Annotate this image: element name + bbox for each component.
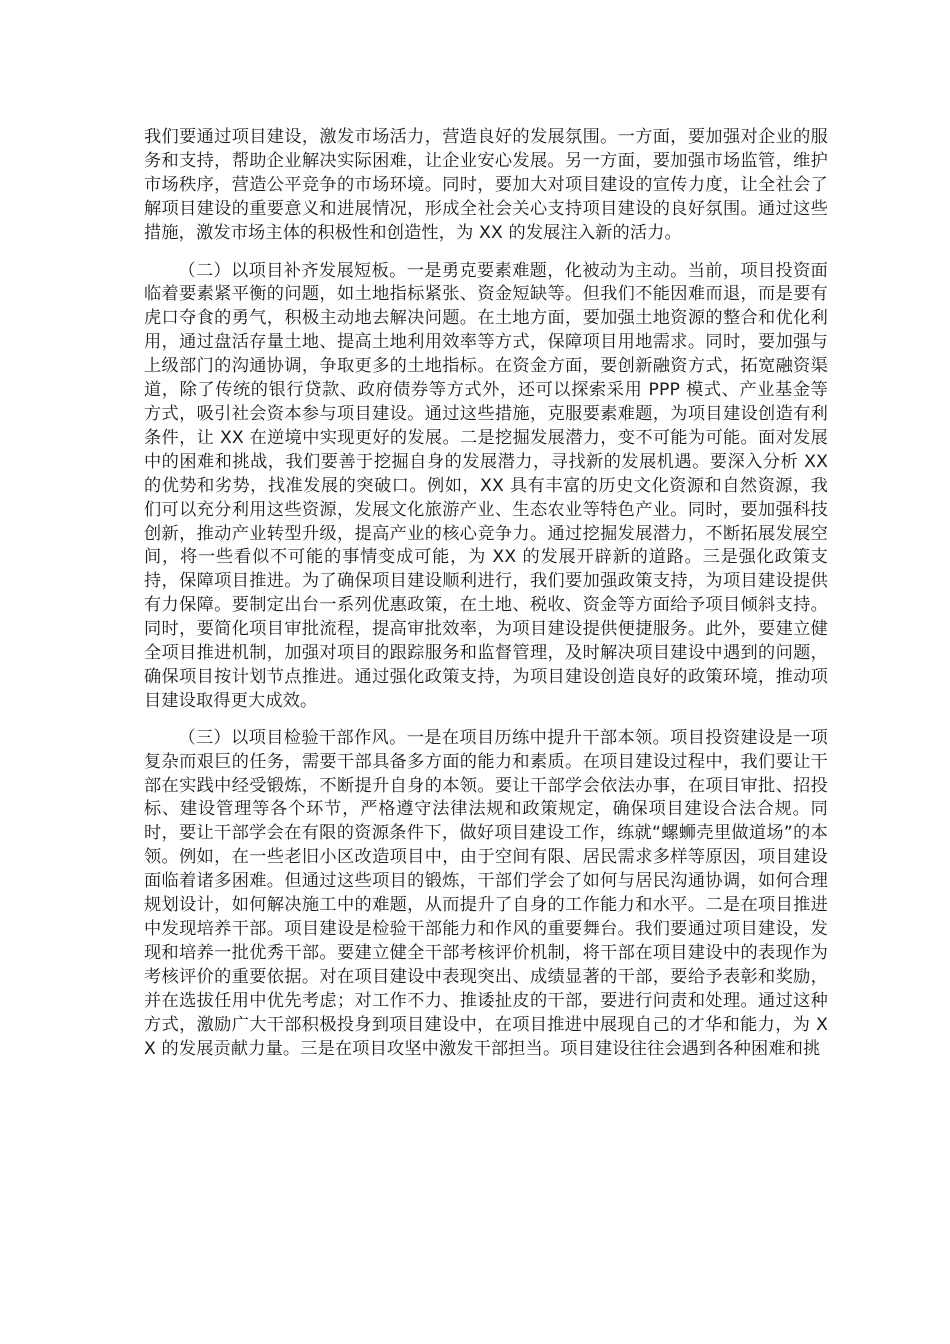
- document-page: [144, 126, 828, 1061]
- paragraph-section-three: （三）以项目检验干部作风。一是在项目历练中提升干部本领。项目投资建设是一项复杂而艰巨的任务，需要干部具备多方面的能力和素质。在项目建设过程中，我们要让干部在实践中经受锻炼，不断提升自身的本领。要让干部学会依法办事，在项目审批、招投标、建设管理等各个环节，严格遵守法律法规和政策规定，确保项目建设合法合规。同时，要让干部学会在有限的资源条件下，做好项目建设工作，练就“螺蛳壳里做道场”的本领。例如，在一些老旧小区改造项目中，由于空间有限、居民需求多样等原因，项目建设面临着诸多困难。但通过这些项目的锻炼，干部们学会了如何与居民沟通协调，如何合理规划设计，如何解决施工中的难题，从而提升了自身的工作能力和水平。二是在项目推进中发现培养干部。项目建设是检验干部能力和作风的重要舞台。我们要通过项目建设，发现和培养一批优秀干部。要建立健全干部考核评价机制，将干部在项目建设中的表现作为考核评价的重要依据。对在项目建设中表现突出、成绩显著的干部，要给予表彰和奖励，并在选拔任用中优先考虑；对工作不力、推诿扯皮的干部，要进行问责和处理。通过这种方式，激励广大干部积极投身到项目建设中，在项目推进中展现自己的才华和能力，为 XX 的发展贡献力量。三是在项目攻坚中激发干部担当。项目建设往往会遇到各种困难和挑: [144, 727, 828, 1059]
- paragraph-market-vitality: 我们要通过项目建设，激发市场活力，营造良好的发展氛围。一方面，要加强对企业的服务和支持，帮助企业解决实际困难，让企业安心发展。另一方面，要加强市场监管，维护市场秩序，营造公平竞争的市场环境。同时，要加大对项目建设的宣传力度，让全社会了解项目建设的重要意义和进展情况，形成全社会关心支持项目建设的良好氛围。通过这些措施，激发市场主体的积极性和创造性，为 XX 的发展注入新的活力。: [144, 127, 828, 243]
- paragraph-section-two: （二）以项目补齐发展短板。一是勇克要素难题，化被动为主动。当前，项目投资面临着要素紧平衡的问题，如土地指标紧张、资金短缺等。但我们不能因难而退，而是要有虎口夺食的勇气，积极主动地去解决问题。在土地方面，要加强土地资源的整合和优化利用，通过盘活存量土地、提高土地利用效率等方式，保障项目用地需求。同时，要加强与上级部门的沟通协调，争取更多的土地指标。在资金方面，要创新融资方式，拓宽融资渠道，除了传统的银行贷款、政府债券等方式外，还可以探索采用 PPP 模式、产业基金等方式，吸引社会资本参与项目建设。通过这些措施，克服要素难题，为项目建设创造有利条件，让 XX 在逆境中实现更好的发展。二是挖掘发展潜力，变不可能为可能。面对发展中的困难和挑战，我们要善于挖掘自身的发展潜力，寻找新的发展机遇。要深入分析 XX 的优势和劣势，找准发展的突破口。例如，XX 具有丰富的历史文化资源和自然资源，我们可以充分利用这些资源，发展文化旅游产业、生态农业等特色产业。同时，要加强科技创新，推动产业转型升级，提高产业的核心竞争力。通过挖掘发展潜力，不断拓展发展空间，将一些看似不可能的事情变成可能，为 XX 的发展开辟新的道路。三是强化政策支持，保障项目推进。为了确保项目建设顺利进行，我们要加强政策支持，为项目建设提供有力保障。要制定出台一系列优惠政策，在土地、税收、资金等方面给予项目倾斜支持。同时，要简化项目审批流程，提高审批效率，为项目建设提供便捷服务。此外，要建立健全项目推进机制，加强对项目的跟踪服务和监督管理，及时解决项目建设中遇到的问题，确保项目按计划节点推进。通过强化政策支持，为项目建设创造良好的政策环境，推动项目建设取得更大成效。: [144, 260, 828, 711]
